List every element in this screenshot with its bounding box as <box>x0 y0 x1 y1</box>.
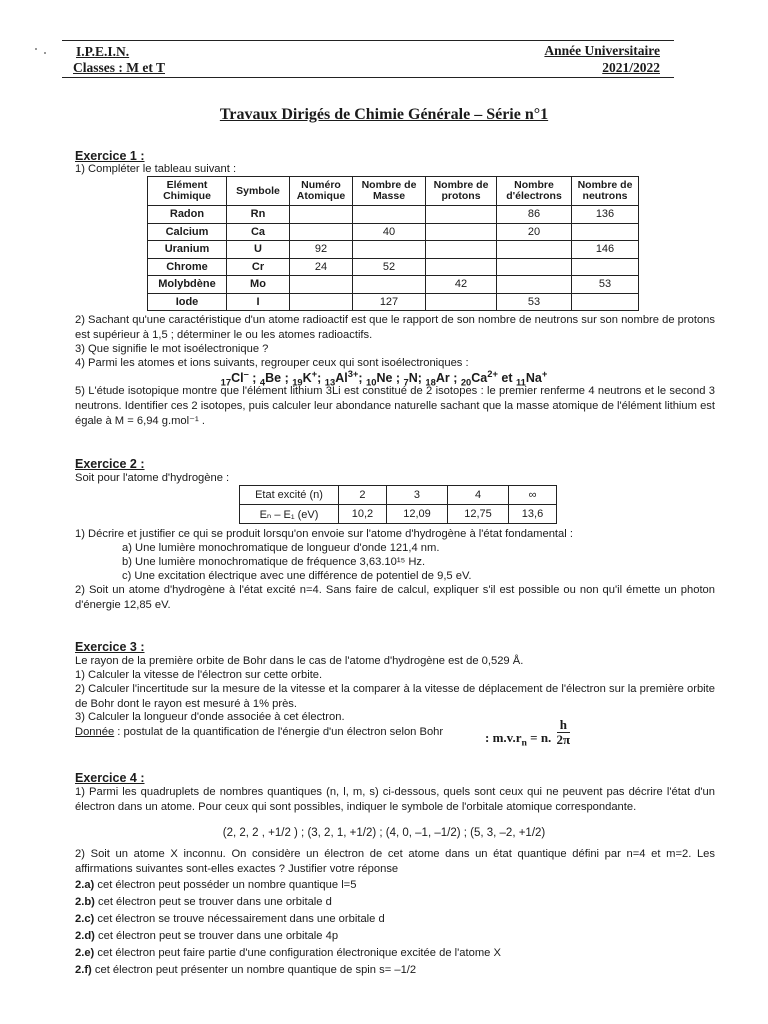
ex3-donnee: Donnée : postulat de la quantification de l'énergie d'un électron selon Bohr <box>75 726 444 738</box>
col-header: Nombre d'électrons <box>497 177 572 206</box>
col-header: Nombre de Masse <box>353 177 426 206</box>
col-header: Nombre de neutrons <box>572 177 639 206</box>
table-header-row <box>148 177 639 206</box>
table-cell: Rn <box>227 206 290 224</box>
exercise-1-heading: Exercice 1 : <box>75 149 145 163</box>
table-cell: 146 <box>572 241 639 259</box>
table-cell <box>572 223 639 241</box>
table-cell <box>497 258 572 276</box>
table-cell: Iode <box>148 293 227 311</box>
list-item: 2.f) cet électron peut présenter un nombre quantique de spin s= –1/2 <box>75 964 417 976</box>
ex1-q3: 3) Que signifie le mot isoélectronique ? <box>75 343 269 355</box>
table-cell: 53 <box>572 276 639 294</box>
table-row <box>148 276 639 294</box>
row-label: Etat excité (n) <box>240 486 339 505</box>
ex3-q3: 3) Calculer la longueur d'onde associée à cet électron. <box>75 711 345 723</box>
col-header: Numéro Atomique <box>290 177 353 206</box>
table-cell: 2 <box>339 486 387 505</box>
table-cell: ∞ <box>509 486 557 505</box>
table-cell: 86 <box>497 206 572 224</box>
table-cell <box>353 241 426 259</box>
table-cell: 127 <box>353 293 426 311</box>
table-cell <box>572 258 639 276</box>
table-row <box>240 486 557 505</box>
table-cell: 53 <box>497 293 572 311</box>
ex4-q2: 2) Soit un atome X inconnu. On considère un électron de cet atome dans un état quantique défini par n=4 et m=2. Les affirmations suivantes sont-elles exactes ? Justifier votre réponse <box>75 848 715 875</box>
table-cell: Ca <box>227 223 290 241</box>
year: 2021/2022 <box>602 60 660 75</box>
scan-speck <box>44 52 46 54</box>
table-row <box>148 223 639 241</box>
table-cell <box>426 258 497 276</box>
exercise-4-heading: Exercice 4 : <box>75 771 145 785</box>
ex1-q1: 1) Compléter le tableau suivant : <box>75 163 237 175</box>
document-header <box>62 40 674 78</box>
table-cell: 52 <box>353 258 426 276</box>
table-cell: 12,75 <box>447 505 508 524</box>
ex2-qa: a) Une lumière monochromatique de longueur d'onde 121,4 nm. <box>122 542 440 554</box>
table-cell: 92 <box>290 241 353 259</box>
table-cell <box>426 241 497 259</box>
table-row <box>148 293 639 311</box>
table-cell <box>426 293 497 311</box>
table-cell: 24 <box>290 258 353 276</box>
table-cell: 20 <box>497 223 572 241</box>
table-cell: 40 <box>353 223 426 241</box>
list-item: 2.c) cet électron se trouve nécessairement dans une orbitale d <box>75 913 385 925</box>
col-header: Symbole <box>227 177 290 206</box>
table-cell <box>290 206 353 224</box>
institution: I.P.E.I.N. <box>76 44 130 59</box>
table-cell <box>572 293 639 311</box>
classes: Classes : M et T <box>73 60 165 75</box>
col-header: Nombre de protons <box>426 177 497 206</box>
table-cell: 136 <box>572 206 639 224</box>
ex3-q1: 1) Calculer la vitesse de l'électron sur cette orbite. <box>75 669 323 681</box>
hydrogen-energy-table <box>239 485 557 524</box>
list-item: 2.d) cet électron peut se trouver dans une orbitale 4p <box>75 930 339 942</box>
table-cell <box>426 206 497 224</box>
ex1-q5: 5) L'étude isotopique montre que l'élément lithium 3Li est constitué de 2 isotopes : le premier renferme 4 neutrons et le second 3 neutrons. Identifier ces 2 isotopes, puis calculer leur abondance naturelle sachant que la masse atomique de l'élément lithium est égale à M = 6,94 g.mol⁻¹ . <box>75 385 715 427</box>
ex3-intro: Le rayon de la première orbite de Bohr dans le cas de l'atome d'hydrogène est de 0,529 Å. <box>75 655 524 667</box>
table-cell <box>497 241 572 259</box>
table-cell: 13,6 <box>509 505 557 524</box>
table-cell <box>290 293 353 311</box>
ex2-qc: c) Une excitation électrique avec une différence de potentiel de 9,5 eV. <box>122 570 472 582</box>
table-cell <box>353 276 426 294</box>
table-cell: U <box>227 241 290 259</box>
table-cell <box>426 223 497 241</box>
scan-speck <box>35 48 37 50</box>
table-cell: Radon <box>148 206 227 224</box>
table-cell <box>290 276 353 294</box>
table-row <box>148 241 639 259</box>
table-cell <box>290 223 353 241</box>
table-row <box>148 206 639 224</box>
table-cell: Mo <box>227 276 290 294</box>
table-cell: 3 <box>386 486 447 505</box>
table-cell: 10,2 <box>339 505 387 524</box>
quantum-quadruplets: (2, 2, 2 , +1/2 ) ; (3, 2, 1, +1/2) ; (4, 0, –1, –1/2) ; (5, 3, –2, +1/2) <box>222 827 546 839</box>
table-cell <box>353 206 426 224</box>
elements-table <box>147 176 639 311</box>
page-title: Travaux Dirigés de Chimie Générale – Série n°1 <box>219 106 549 123</box>
ex2-intro: Soit pour l'atome d'hydrogène : <box>75 472 230 484</box>
exercise-2-heading: Exercice 2 : <box>75 457 145 471</box>
table-row <box>148 258 639 276</box>
table-cell <box>497 276 572 294</box>
table-cell: 42 <box>426 276 497 294</box>
ex2-q1: 1) Décrire et justifier ce qui se produit lorsqu'on envoie sur l'atome d'hydrogène à l'état fondamental : <box>75 528 573 540</box>
ex1-q2: 2) Sachant qu'une caractéristique d'un atome radioactif est que le rapport de son nombre de neutrons sur son nombre de protons est supérieur à 1,5 ; déterminer le ou les atomes radioactifs. <box>75 314 715 341</box>
list-item: 2.a) cet électron peut posséder un nombre quantique l=5 <box>75 879 357 891</box>
row-label: Eₙ – E₁ (eV) <box>240 505 339 524</box>
ex2-qb: b) Une lumière monochromatique de fréquence 3,63.10¹⁵ Hz. <box>122 556 426 568</box>
ex4-q1: 1) Parmi les quadruplets de nombres quantiques (n, l, m, s) ci-dessous, quels sont ceux qui ne peuvent pas décrire l'état d'un électron dans un atome. Pour ceux qui sont possibles, indiquer le symbole de l'orbitale atomique correspondante. <box>75 786 715 813</box>
table-row <box>240 505 557 524</box>
list-item: 2.b) cet électron peut se trouver dans une orbitale d <box>75 896 332 908</box>
col-header: Elément Chimique <box>148 177 227 206</box>
ex1-q4: 4) Parmi les atomes et ions suivants, regrouper ceux qui sont isoélectroniques : <box>75 357 469 369</box>
bohr-formula: : $m.v.r_n = n$. $\frac{h}{2\pi}$ <box>485 717 571 750</box>
table-cell: 12,09 <box>386 505 447 524</box>
table-cell: Calcium <box>148 223 227 241</box>
table-cell: Molybdène <box>148 276 227 294</box>
table-cell: Uranium <box>148 241 227 259</box>
table-cell: 4 <box>447 486 508 505</box>
ex2-q2: 2) Soit un atome d'hydrogène à l'état excité n=4. Sans faire de calcul, expliquer s'il est possible ou non qu'il émette un photon d'énergie 12,85 eV. <box>75 584 715 611</box>
list-item: 2.e) cet électron peut faire partie d'une configuration électronique excitée de l'atome X <box>75 947 501 959</box>
exercise-3-heading: Exercice 3 : <box>75 640 145 654</box>
table-cell: Chrome <box>148 258 227 276</box>
table-cell: I <box>227 293 290 311</box>
table-cell: Cr <box>227 258 290 276</box>
year-label: Année Universitaire <box>544 43 660 58</box>
ex3-q2: 2) Calculer l'incertitude sur la mesure de la vitesse et la comparer à la vitesse de déplacement de l'électron sur la première orbite de Bohr dont le rayon est mesuré à 1% près. <box>75 683 715 710</box>
isoelectronic-species: $_{17}$Cl– ; $_4$Be ; $_{19}$K+; $_{13}Al^{3+}$; $_{10}$Ne ; $_7$N; $_{18}$Ar ; $_{20}Ca^{2+}$ et $_{11}$Na+ <box>220 369 548 388</box>
